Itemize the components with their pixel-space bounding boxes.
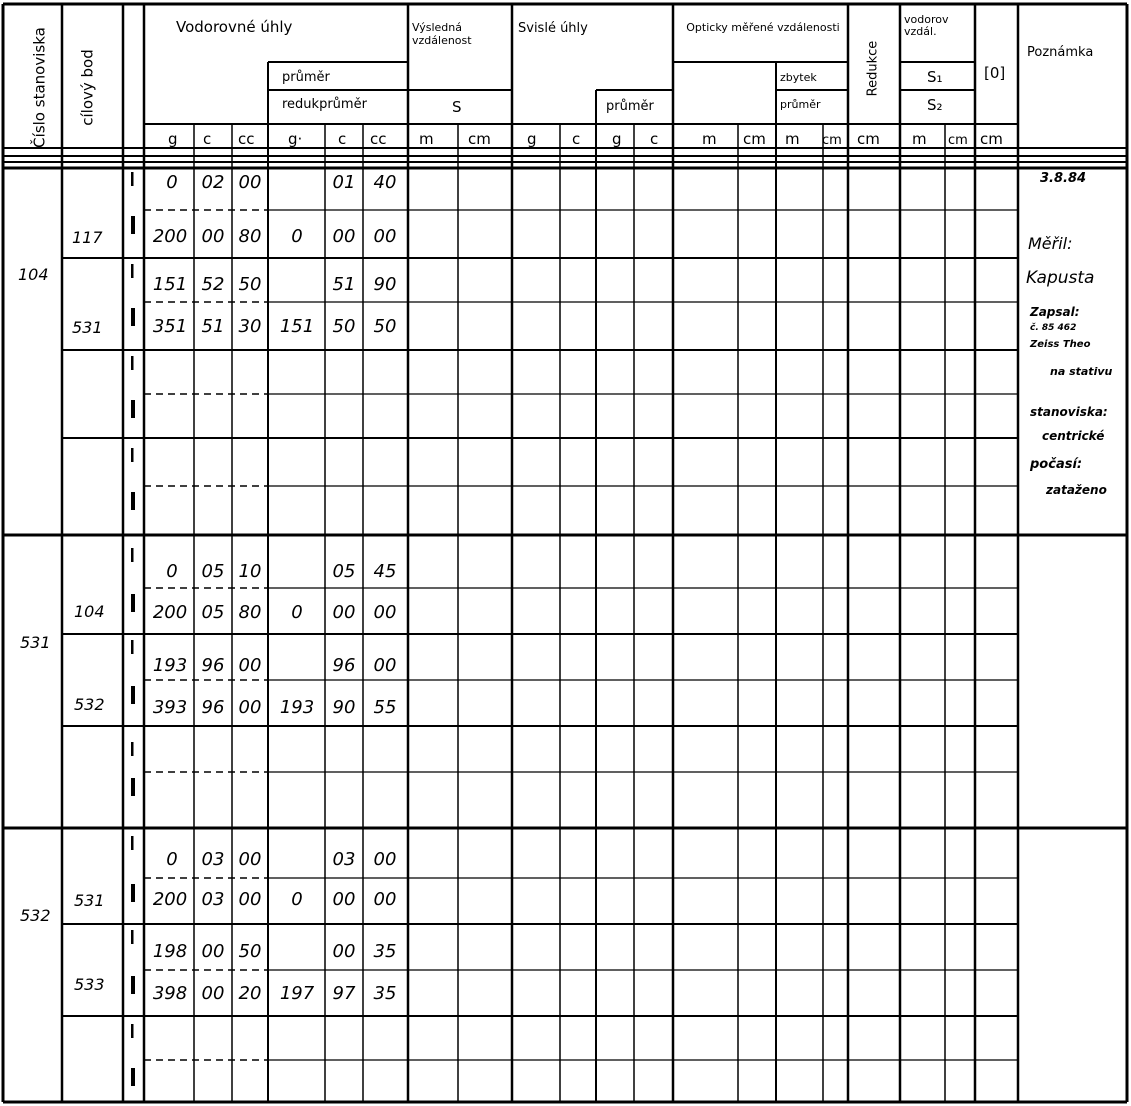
face-indicator [131, 356, 134, 370]
note-na-stativu: na stativu [1050, 365, 1113, 378]
unit-m-avg: m [785, 130, 800, 148]
angle-c: 51 [201, 316, 225, 337]
header-prumer-svisle: průměr [606, 99, 654, 114]
reduced-c: 90 [332, 697, 356, 718]
header-s1: S₁ [927, 68, 943, 86]
avg-cc: 00 [373, 849, 397, 870]
angle-c: 96 [201, 697, 225, 718]
avg-c: 01 [332, 172, 356, 193]
unit-c-avg: c [338, 130, 347, 148]
reduced-cc: 35 [373, 983, 397, 1004]
header-cilovy-bod: cílový bod [78, 49, 97, 126]
station-number: 531 [20, 633, 51, 652]
angle-g: 0 [166, 849, 178, 870]
face-indicator [131, 172, 134, 186]
face-indicator [131, 640, 134, 654]
face-indicator [131, 264, 134, 278]
header-vodorovne-uhly: Vodorovné úhly [176, 18, 293, 36]
reduced-cc: 55 [373, 697, 397, 718]
face-indicator [131, 400, 135, 418]
header-s2: S₂ [927, 96, 943, 114]
face-indicator [131, 976, 135, 994]
angle-c: 03 [201, 889, 225, 910]
angle-cc: 00 [238, 889, 262, 910]
angle-cc: 50 [238, 941, 262, 962]
angle-c: 03 [201, 849, 225, 870]
angle-cc: 00 [238, 849, 262, 870]
face-indicator [131, 1024, 134, 1038]
target-point: 531 [74, 891, 105, 910]
avg-c: 03 [332, 849, 356, 870]
note-stanoviska: stanoviska: [1030, 405, 1108, 419]
reduced-cc: 50 [373, 316, 397, 337]
avg-c: 05 [332, 561, 356, 582]
angle-g: 393 [152, 697, 188, 718]
reduced-c: 00 [332, 226, 356, 247]
header-vysledna: Výsledná vzdálenost [412, 21, 472, 47]
unit-c: c [203, 130, 212, 148]
angle-g: 200 [152, 602, 188, 623]
reduced-cc: 00 [373, 602, 397, 623]
target-point: 531 [72, 318, 103, 337]
reduced-g: 0 [291, 602, 303, 623]
angle-c: 00 [201, 983, 225, 1004]
note-z-line: č. 85 462 [1030, 323, 1077, 333]
unit-cc: cc [238, 130, 255, 148]
header-stanovisko: Číslo stanoviska [30, 27, 49, 148]
note-zatazeno: zataženo [1046, 483, 1107, 497]
reduced-g: 197 [279, 983, 315, 1004]
station-number: 532 [20, 906, 51, 925]
avg-c: 96 [332, 655, 356, 676]
unit-cm-zero: cm [980, 130, 1003, 148]
angle-cc: 10 [238, 561, 262, 582]
header-redukprumer: redukprůměr [282, 97, 367, 112]
header-zero: [0] [984, 64, 1006, 82]
angle-c: 96 [201, 655, 225, 676]
angle-c: 02 [201, 172, 225, 193]
face-indicator [131, 836, 134, 850]
face-indicator [131, 448, 134, 462]
unit-cm-vv: cm [948, 133, 968, 148]
header-redukce: Redukce [865, 40, 881, 97]
face-indicator [131, 492, 135, 510]
angle-cc: 30 [238, 316, 262, 337]
angle-c: 52 [201, 274, 225, 295]
face-indicator [131, 930, 134, 944]
angle-g: 198 [152, 941, 188, 962]
reduced-c: 00 [332, 889, 356, 910]
note-zapsal: Zapsal: [1030, 305, 1080, 319]
face-indicator [131, 594, 135, 612]
angle-cc: 00 [238, 172, 262, 193]
angle-g: 398 [152, 983, 188, 1004]
angle-g: 193 [152, 655, 188, 676]
reduced-g: 0 [291, 889, 303, 910]
unit-m-s: m [419, 130, 434, 148]
angle-g: 0 [166, 172, 178, 193]
avg-c: 00 [332, 941, 356, 962]
angle-g: 151 [152, 274, 188, 295]
reduced-g: 151 [279, 316, 315, 337]
angle-c: 05 [201, 602, 225, 623]
unit-g: g [168, 130, 178, 148]
target-point: 532 [74, 695, 105, 714]
unit-g-dot: g· [288, 130, 303, 148]
angle-g: 351 [152, 316, 188, 337]
unit-g-svp: g [612, 130, 622, 148]
angle-c: 00 [201, 226, 225, 247]
angle-g: 0 [166, 561, 178, 582]
angle-cc: 80 [238, 602, 262, 623]
header-opticky: Opticky měřené vzdálenosti [686, 21, 840, 34]
angle-c: 05 [201, 561, 225, 582]
note-meril-label: Měřil: [1028, 234, 1073, 253]
unit-c-sv: c [572, 130, 581, 148]
angle-cc: 00 [238, 655, 262, 676]
reduced-c: 97 [332, 983, 356, 1004]
target-point: 117 [72, 228, 103, 247]
angle-c: 00 [201, 941, 225, 962]
angle-cc: 00 [238, 697, 262, 718]
note-date: 3.8.84 [1040, 171, 1087, 186]
angle-cc: 80 [238, 226, 262, 247]
reduced-cc: 00 [373, 226, 397, 247]
reduced-c: 50 [332, 316, 356, 337]
face-indicator [131, 742, 134, 756]
unit-cm-s: cm [468, 130, 491, 148]
header-zbytek: zbytek [780, 71, 817, 84]
unit-cc-avg: cc [370, 130, 387, 148]
unit-g-sv: g [527, 130, 537, 148]
header-s: S [452, 98, 462, 116]
face-indicator [131, 1068, 135, 1086]
note-zeiss: Zeiss Theo [1030, 339, 1091, 350]
note-centricke: centrické [1042, 429, 1105, 443]
unit-cm-red: cm [857, 130, 880, 148]
avg-c: 51 [332, 274, 356, 295]
face-indicator [131, 884, 135, 902]
angle-g: 200 [152, 889, 188, 910]
note-meril-name: Kapusta [1026, 268, 1095, 288]
header-vodorov-vzdal: vodorov vzdál. [904, 13, 949, 38]
reduced-g: 0 [291, 226, 303, 247]
avg-cc: 35 [373, 941, 397, 962]
reduced-c: 00 [332, 602, 356, 623]
note-pocasi: počasí: [1030, 457, 1083, 472]
angle-g: 200 [152, 226, 188, 247]
target-point: 104 [74, 602, 105, 621]
unit-cm-avg: cm [822, 133, 842, 148]
target-point: 533 [74, 975, 105, 994]
face-indicator [131, 308, 135, 326]
face-indicator [131, 548, 134, 562]
angle-cc: 20 [238, 983, 262, 1004]
avg-cc: 45 [373, 561, 397, 582]
face-indicator [131, 216, 135, 234]
reduced-g: 193 [279, 697, 315, 718]
unit-m-vv: m [912, 130, 927, 148]
unit-c-svp: c [650, 130, 659, 148]
header-svisle-uhly: Svislé úhly [518, 21, 588, 36]
face-indicator [131, 778, 135, 796]
header-prumer-opt: průměr [780, 98, 821, 111]
avg-cc: 40 [373, 172, 397, 193]
station-number: 104 [18, 265, 49, 284]
header-poznamka: Poznámka [1027, 45, 1094, 60]
unit-cm-opt: cm [743, 130, 766, 148]
face-indicator [131, 686, 135, 704]
header-prumer: průměr [282, 70, 330, 85]
unit-m-opt: m [702, 130, 717, 148]
avg-cc: 90 [373, 274, 397, 295]
avg-cc: 00 [373, 655, 397, 676]
reduced-cc: 00 [373, 889, 397, 910]
angle-cc: 50 [238, 274, 262, 295]
